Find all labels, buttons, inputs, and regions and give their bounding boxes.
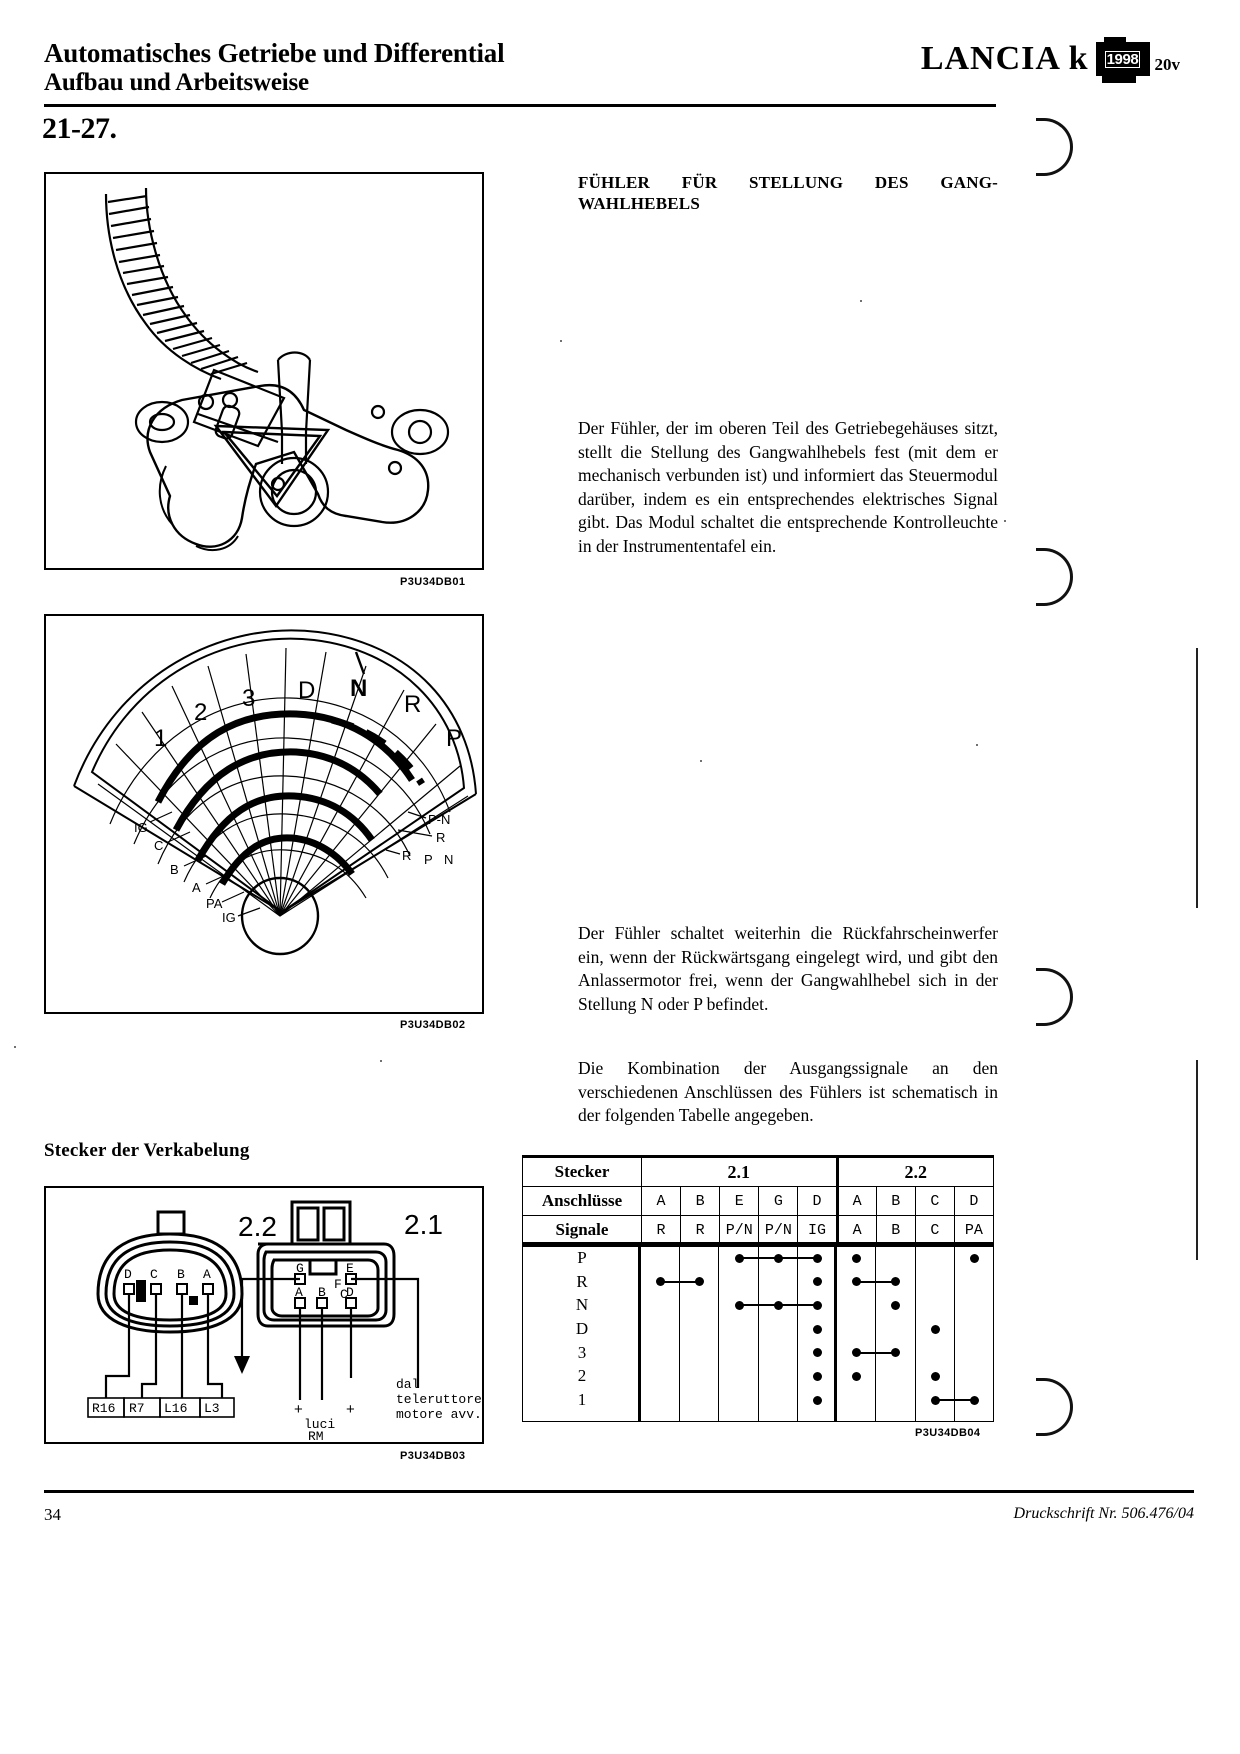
note-dal-1: dal [396, 1377, 420, 1392]
figure-code-4: P3U34DB04 [915, 1427, 981, 1439]
note-dal-3: motore avv. [396, 1407, 482, 1422]
scan-speck [860, 300, 862, 302]
plus-sign-left: + [294, 1401, 303, 1418]
signal-matrix [522, 1242, 994, 1422]
binder-ring [1036, 968, 1073, 1026]
matrix-dot [813, 1396, 822, 1405]
signal-cell: B [876, 1216, 915, 1246]
track-label-N: N [444, 852, 454, 867]
brand-name: LANCIA k [920, 40, 1089, 77]
row-header-stecker: Stecker [523, 1157, 642, 1187]
matrix-dot [970, 1254, 979, 1263]
matrix-dot [931, 1325, 940, 1334]
anschluss-cell: B [876, 1187, 915, 1216]
scan-speck [700, 760, 702, 762]
gear-position-label: N [575, 1295, 589, 1315]
c21-pin-label-E: E [346, 1261, 354, 1276]
anschluss-cell: A [837, 1187, 876, 1216]
selector-label-2: 2 [194, 699, 208, 726]
c21-pin-label-D: D [346, 1285, 354, 1300]
document-reference: Druckschrift Nr. 506.476/04 [1013, 1505, 1194, 1522]
matrix-column [876, 1245, 915, 1421]
matrix-column [680, 1245, 719, 1421]
wiring-section-heading: Stecker der Verkabelung [44, 1140, 250, 1161]
anschluss-cell: B [681, 1187, 720, 1216]
signal-cell: P/N [759, 1216, 798, 1246]
figure-code-2: P3U34DB02 [400, 1019, 466, 1031]
figure-selector-map [44, 614, 484, 1014]
signal-cell: R [681, 1216, 720, 1246]
selector-label-1: 1 [154, 725, 168, 752]
binder-ring [1036, 548, 1073, 606]
track-label-A: A [192, 880, 201, 895]
table-row-anschluesse [523, 1187, 994, 1216]
badge-valves-label: 20v [1154, 55, 1180, 74]
track-label-IG-upper: IG [134, 820, 148, 835]
c21-pin-label-G: G [296, 1261, 304, 1276]
figure-sensor-assembly [44, 172, 484, 570]
header-title-block [44, 38, 684, 97]
matrix-dot [813, 1301, 822, 1310]
track-label-R-lower: R [402, 848, 412, 863]
matrix-dot [813, 1325, 822, 1334]
matrix-column [719, 1245, 758, 1421]
matrix-column [759, 1245, 798, 1421]
anschluss-cell: E [720, 1187, 759, 1216]
gear-position-label: D [575, 1319, 589, 1339]
connector-drawing [46, 1188, 482, 1442]
matrix-connection-line [661, 1281, 700, 1283]
figure-wiring-connectors [44, 1186, 484, 1444]
matrix-dot [970, 1396, 979, 1405]
matrix-dot [735, 1301, 744, 1310]
row-header-signale: Signale [523, 1216, 642, 1246]
scan-edge-line [1196, 648, 1198, 908]
anschluss-cell: G [759, 1187, 798, 1216]
anschluss-cell: A [642, 1187, 681, 1216]
matrix-dot [813, 1372, 822, 1381]
wire-label-R16: R16 [92, 1401, 116, 1416]
selector-label-D: D [298, 677, 316, 704]
selector-map-drawing [46, 616, 482, 1012]
header-title-line2: Aufbau und Arbeitsweise [44, 69, 309, 96]
figure-code-1: P3U34DB01 [400, 576, 466, 588]
connector-group-21: 2.1 [642, 1157, 838, 1187]
scan-speck [560, 340, 562, 342]
matrix-column [641, 1245, 680, 1421]
c21-pin-label-C: C [340, 1287, 348, 1302]
brand-block [921, 40, 1180, 78]
c22-pin-label-C: C [150, 1267, 158, 1282]
matrix-dot [852, 1254, 861, 1263]
selector-label-N: N [350, 675, 368, 702]
header-divider [44, 104, 996, 107]
track-label-PN: P-N [428, 812, 451, 827]
wire-label-L3: L3 [204, 1401, 220, 1416]
table-row-stecker [523, 1157, 994, 1187]
section-number: 21-27. [42, 112, 117, 145]
track-label-C: C [154, 838, 164, 853]
matrix-dot [931, 1372, 940, 1381]
footer-divider [44, 1490, 1194, 1493]
selector-label-P: P [446, 725, 463, 752]
matrix-connection-line [857, 1352, 896, 1354]
matrix-column [837, 1245, 876, 1421]
matrix-connection-line [935, 1399, 974, 1401]
wire-label-L16: L16 [164, 1401, 188, 1416]
signal-cell: C [915, 1216, 954, 1246]
track-label-PA: PA [206, 896, 223, 911]
track-label-R-upper: R [436, 830, 446, 845]
paragraph-reverse-lights: Der Fühler schaltet weiterhin die Rückfahrscheinwerfer ein, wenn der Rückwärtsgang eingelegt wird, und gibt den Anlassermotor frei, wenn der Gangwahlhebel sich in der Stellung N oder P befindet. [578, 923, 998, 1014]
scan-speck [976, 744, 978, 746]
track-label-B: B [170, 862, 179, 877]
matrix-connection-line [857, 1281, 896, 1283]
plus-sign-right: + [346, 1401, 355, 1418]
note-luci: luci [304, 1417, 336, 1432]
signal-cell: PA [954, 1216, 993, 1246]
paragraph-table-intro: Die Kombination der Ausgangssignale an den verschiedenen Anschlüssen des Fühlers ist schematisch in der folgenden Tabelle angegeben. [578, 1058, 998, 1125]
text-column [578, 172, 998, 1125]
c21-pin-label-F: F [334, 1277, 342, 1292]
gear-position-label: 3 [577, 1342, 587, 1362]
gear-position-label: R [576, 1271, 588, 1291]
gear-position-column [523, 1245, 641, 1421]
c21-pin-label-A: A [295, 1285, 303, 1300]
wire-label-R7: R7 [129, 1401, 145, 1416]
sensor-section-heading: FÜHLER FÜR STELLUNG DES GANG-WAHLHEBELS [578, 173, 998, 213]
c22-pin-label-B: B [177, 1267, 185, 1282]
paragraph-sensor-function: Der Fühler, der im oberen Teil des Getriebegehäuses sitzt, stellt die Stellung des Gangwahlhebels fest (mit dem er mechanisch verbunden ist) und informiert das Steuermodul darüber, indem es ein entsprechendes elektrisches Signal gibt. Das Modul schaltet die entsprechende Kontrolleuchte in der Instrumententafel ein. [578, 418, 998, 556]
signal-combination-table [522, 1155, 994, 1247]
page-number: 34 [44, 1505, 61, 1524]
track-label-IG-lower: IG [222, 910, 236, 925]
badge-year-label: 1998 [1106, 50, 1139, 68]
anschluss-cell: D [954, 1187, 993, 1216]
header-title-line1: Automatisches Getriebe und Differential [44, 38, 505, 68]
binder-ring [1036, 1378, 1073, 1436]
sensor-assembly-drawing [46, 174, 482, 568]
matrix-dot [774, 1254, 783, 1263]
figure-code-3: P3U34DB03 [400, 1450, 466, 1462]
anschluss-cell: D [798, 1187, 837, 1216]
gear-position-label: 2 [577, 1366, 587, 1386]
binder-ring [1036, 118, 1073, 176]
matrix-grid [641, 1245, 994, 1421]
table-row-signale [523, 1216, 994, 1246]
track-label-P: P [424, 852, 433, 867]
row-header-anschluesse: Anschlüsse [523, 1187, 642, 1216]
scan-speck [14, 1046, 16, 1048]
anschluss-cell: C [915, 1187, 954, 1216]
engine-badge-icon [1096, 42, 1150, 76]
matrix-column [955, 1245, 994, 1421]
signal-cell: R [642, 1216, 681, 1246]
gear-position-label: 1 [577, 1390, 587, 1410]
selector-label-3: 3 [242, 685, 256, 712]
matrix-dot [735, 1254, 744, 1263]
scan-speck [1004, 520, 1006, 522]
signal-cell: A [837, 1216, 876, 1246]
c22-pin-label-D: D [124, 1267, 132, 1282]
c22-pin-label-A: A [203, 1267, 211, 1282]
connector-22-label: 2.2 [238, 1211, 277, 1242]
selector-label-R: R [404, 691, 422, 718]
c21-pin-label-B: B [318, 1285, 326, 1300]
gear-position-label: P [577, 1248, 587, 1268]
matrix-dot [813, 1254, 822, 1263]
matrix-dot [774, 1301, 783, 1310]
connector-21-label: 2.1 [404, 1209, 443, 1240]
page-header [44, 38, 1194, 108]
note-rm: RM [308, 1429, 324, 1442]
matrix-dot [931, 1396, 940, 1405]
connector-group-22: 2.2 [837, 1157, 993, 1187]
scan-edge-line [1196, 1060, 1198, 1260]
signal-cell: IG [798, 1216, 837, 1246]
signal-cell: P/N [720, 1216, 759, 1246]
note-dal-2: teleruttore [396, 1392, 482, 1407]
scan-speck [380, 1060, 382, 1062]
